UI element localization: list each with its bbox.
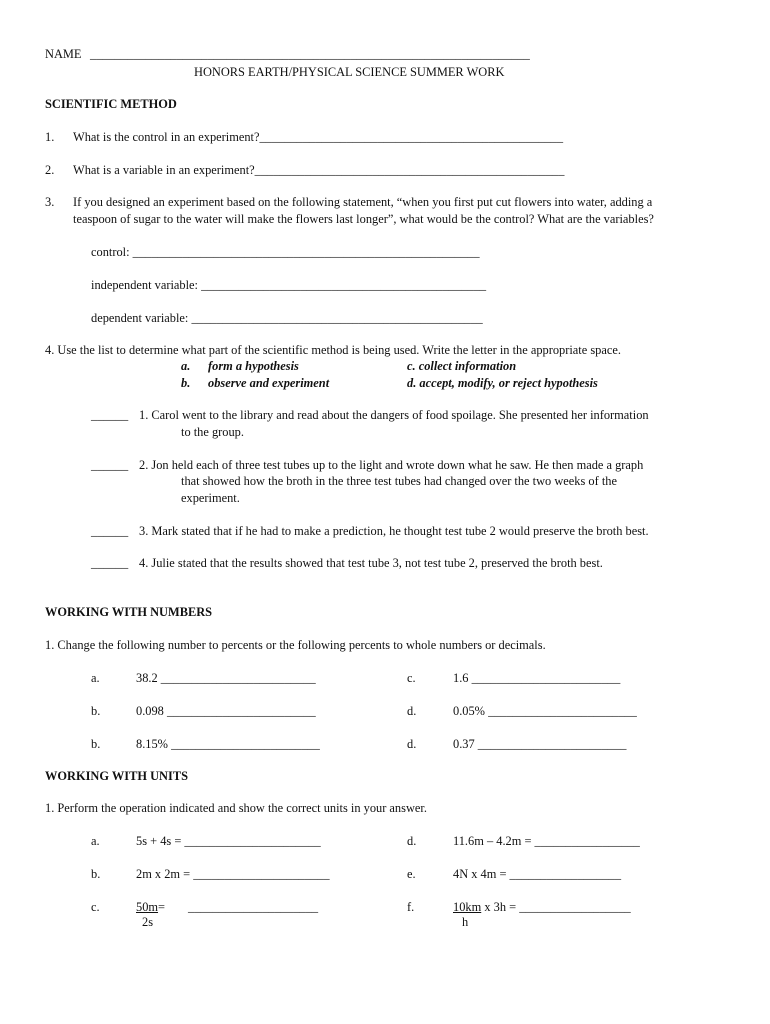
item-letter: e. bbox=[407, 867, 416, 881]
fraction-denominator: 2s bbox=[142, 915, 154, 929]
section-heading-working-with-numbers: WORKING WITH NUMBERS bbox=[45, 605, 213, 619]
units-item-field[interactable]: 11.6m – 4.2m = _________________ bbox=[453, 834, 640, 848]
dependent-variable-field[interactable]: dependent variable: _______________________________________________ bbox=[91, 311, 483, 325]
fraction-numerator: 50m bbox=[136, 900, 159, 914]
units-item-field[interactable] bbox=[453, 899, 631, 915]
item-letter: d. bbox=[407, 704, 417, 718]
units-item-field[interactable]: 4N x 4m = __________________ bbox=[453, 867, 622, 881]
section-heading-scientific-method: SCIENTIFIC METHOD bbox=[45, 97, 177, 111]
units-item-field[interactable]: _____________________ bbox=[188, 900, 319, 914]
option-letter-b: b. bbox=[181, 376, 191, 390]
option-collect-information: c. collect information bbox=[407, 359, 517, 373]
option-accept-modify-reject: d. accept, modify, or reject hypothesis bbox=[407, 376, 598, 390]
independent-variable-field[interactable]: independent variable: ______________________________________________ bbox=[91, 278, 487, 292]
units-instruction: 1. Perform the operation indicated and show the correct units in your answer. bbox=[45, 801, 427, 815]
fraction-numerator: 10km bbox=[453, 900, 482, 914]
equals-sign: = bbox=[158, 900, 166, 914]
number-item-field[interactable]: 0.37 ________________________ bbox=[453, 737, 627, 751]
scenario-carol-line2: to the group. bbox=[181, 425, 244, 439]
page-title: HONORS EARTH/PHYSICAL SCIENCE SUMMER WORK bbox=[194, 65, 505, 79]
item-letter: f. bbox=[407, 900, 415, 914]
option-form-hypothesis: form a hypothesis bbox=[208, 359, 299, 373]
number-item-field[interactable]: 38.2 _________________________ bbox=[136, 671, 316, 685]
control-answer-field[interactable]: control: ________________________________________________________ bbox=[91, 245, 480, 259]
question-experiment-line2: teaspoon of sugar to the water will make the flowers last longer”, what would be the control? What are the variables? bbox=[73, 212, 654, 226]
item-letter: c. bbox=[91, 900, 100, 914]
item-letter: b. bbox=[91, 704, 101, 718]
units-item-fraction bbox=[136, 899, 165, 915]
question-variable[interactable]: What is a variable in an experiment?__________________________________________________ bbox=[73, 163, 565, 177]
section-heading-working-with-units: WORKING WITH UNITS bbox=[45, 769, 188, 783]
operation-text: x 3h = __________________ bbox=[481, 900, 631, 914]
number-item-field[interactable]: 1.6 ________________________ bbox=[453, 671, 621, 685]
scenario-jon-line2: that showed how the broth in the three test tubes had changed over the two weeks of the bbox=[181, 474, 617, 488]
item-letter: d. bbox=[407, 834, 417, 848]
question-number: 3. bbox=[45, 195, 55, 209]
option-observe-experiment: observe and experiment bbox=[208, 376, 330, 390]
question-experiment-line1: If you designed an experiment based on the following statement, “when you first put cut flowers into water, adding a bbox=[73, 195, 653, 209]
question-number: 1. bbox=[45, 130, 55, 144]
question-scientific-method-list: 4. Use the list to determine what part of the scientific method is being used. Write the letter in the appropriate space. bbox=[45, 343, 621, 357]
question-number: 2. bbox=[45, 163, 55, 177]
item-letter: c. bbox=[407, 671, 416, 685]
answer-blank[interactable]: ______ bbox=[91, 408, 129, 422]
answer-blank[interactable]: ______ bbox=[91, 458, 129, 472]
scenario-mark: 3. Mark stated that if he had to make a prediction, he thought test tube 2 would preserve the broth best. bbox=[139, 524, 649, 538]
numbers-instruction: 1. Change the following number to percents or the following percents to whole numbers or decimals. bbox=[45, 638, 546, 652]
scenario-jon-line1: 2. Jon held each of three test tubes up to the light and wrote down what he saw. He then made a graph bbox=[139, 458, 644, 472]
number-item-field[interactable]: 8.15% ________________________ bbox=[136, 737, 320, 751]
scenario-julie: 4. Julie stated that the results showed that test tube 3, not test tube 2, preserved the broth best. bbox=[139, 556, 603, 570]
item-letter: a. bbox=[91, 834, 100, 848]
name-blank[interactable]: _______________________________________________________________________ bbox=[90, 47, 530, 61]
item-letter: b. bbox=[91, 867, 101, 881]
number-item-field[interactable]: 0.098 ________________________ bbox=[136, 704, 316, 718]
units-item-field[interactable]: 5s + 4s = ______________________ bbox=[136, 834, 321, 848]
name-label: NAME bbox=[45, 47, 82, 61]
item-letter: d. bbox=[407, 737, 417, 751]
answer-blank[interactable]: ______ bbox=[91, 524, 129, 538]
number-item-field[interactable]: 0.05% ________________________ bbox=[453, 704, 637, 718]
option-letter-a: a. bbox=[181, 359, 191, 373]
scenario-carol-line1: 1. Carol went to the library and read about the dangers of food spoilage. She presented her information bbox=[139, 408, 649, 422]
units-item-field[interactable]: 2m x 2m = ______________________ bbox=[136, 867, 330, 881]
answer-blank[interactable]: ______ bbox=[91, 556, 129, 570]
fraction-denominator: h bbox=[462, 915, 469, 929]
item-letter: b. bbox=[91, 737, 101, 751]
item-letter: a. bbox=[91, 671, 100, 685]
scenario-jon-line3: experiment. bbox=[181, 491, 240, 505]
question-control[interactable]: What is the control in an experiment?_________________________________________________ bbox=[73, 130, 564, 144]
